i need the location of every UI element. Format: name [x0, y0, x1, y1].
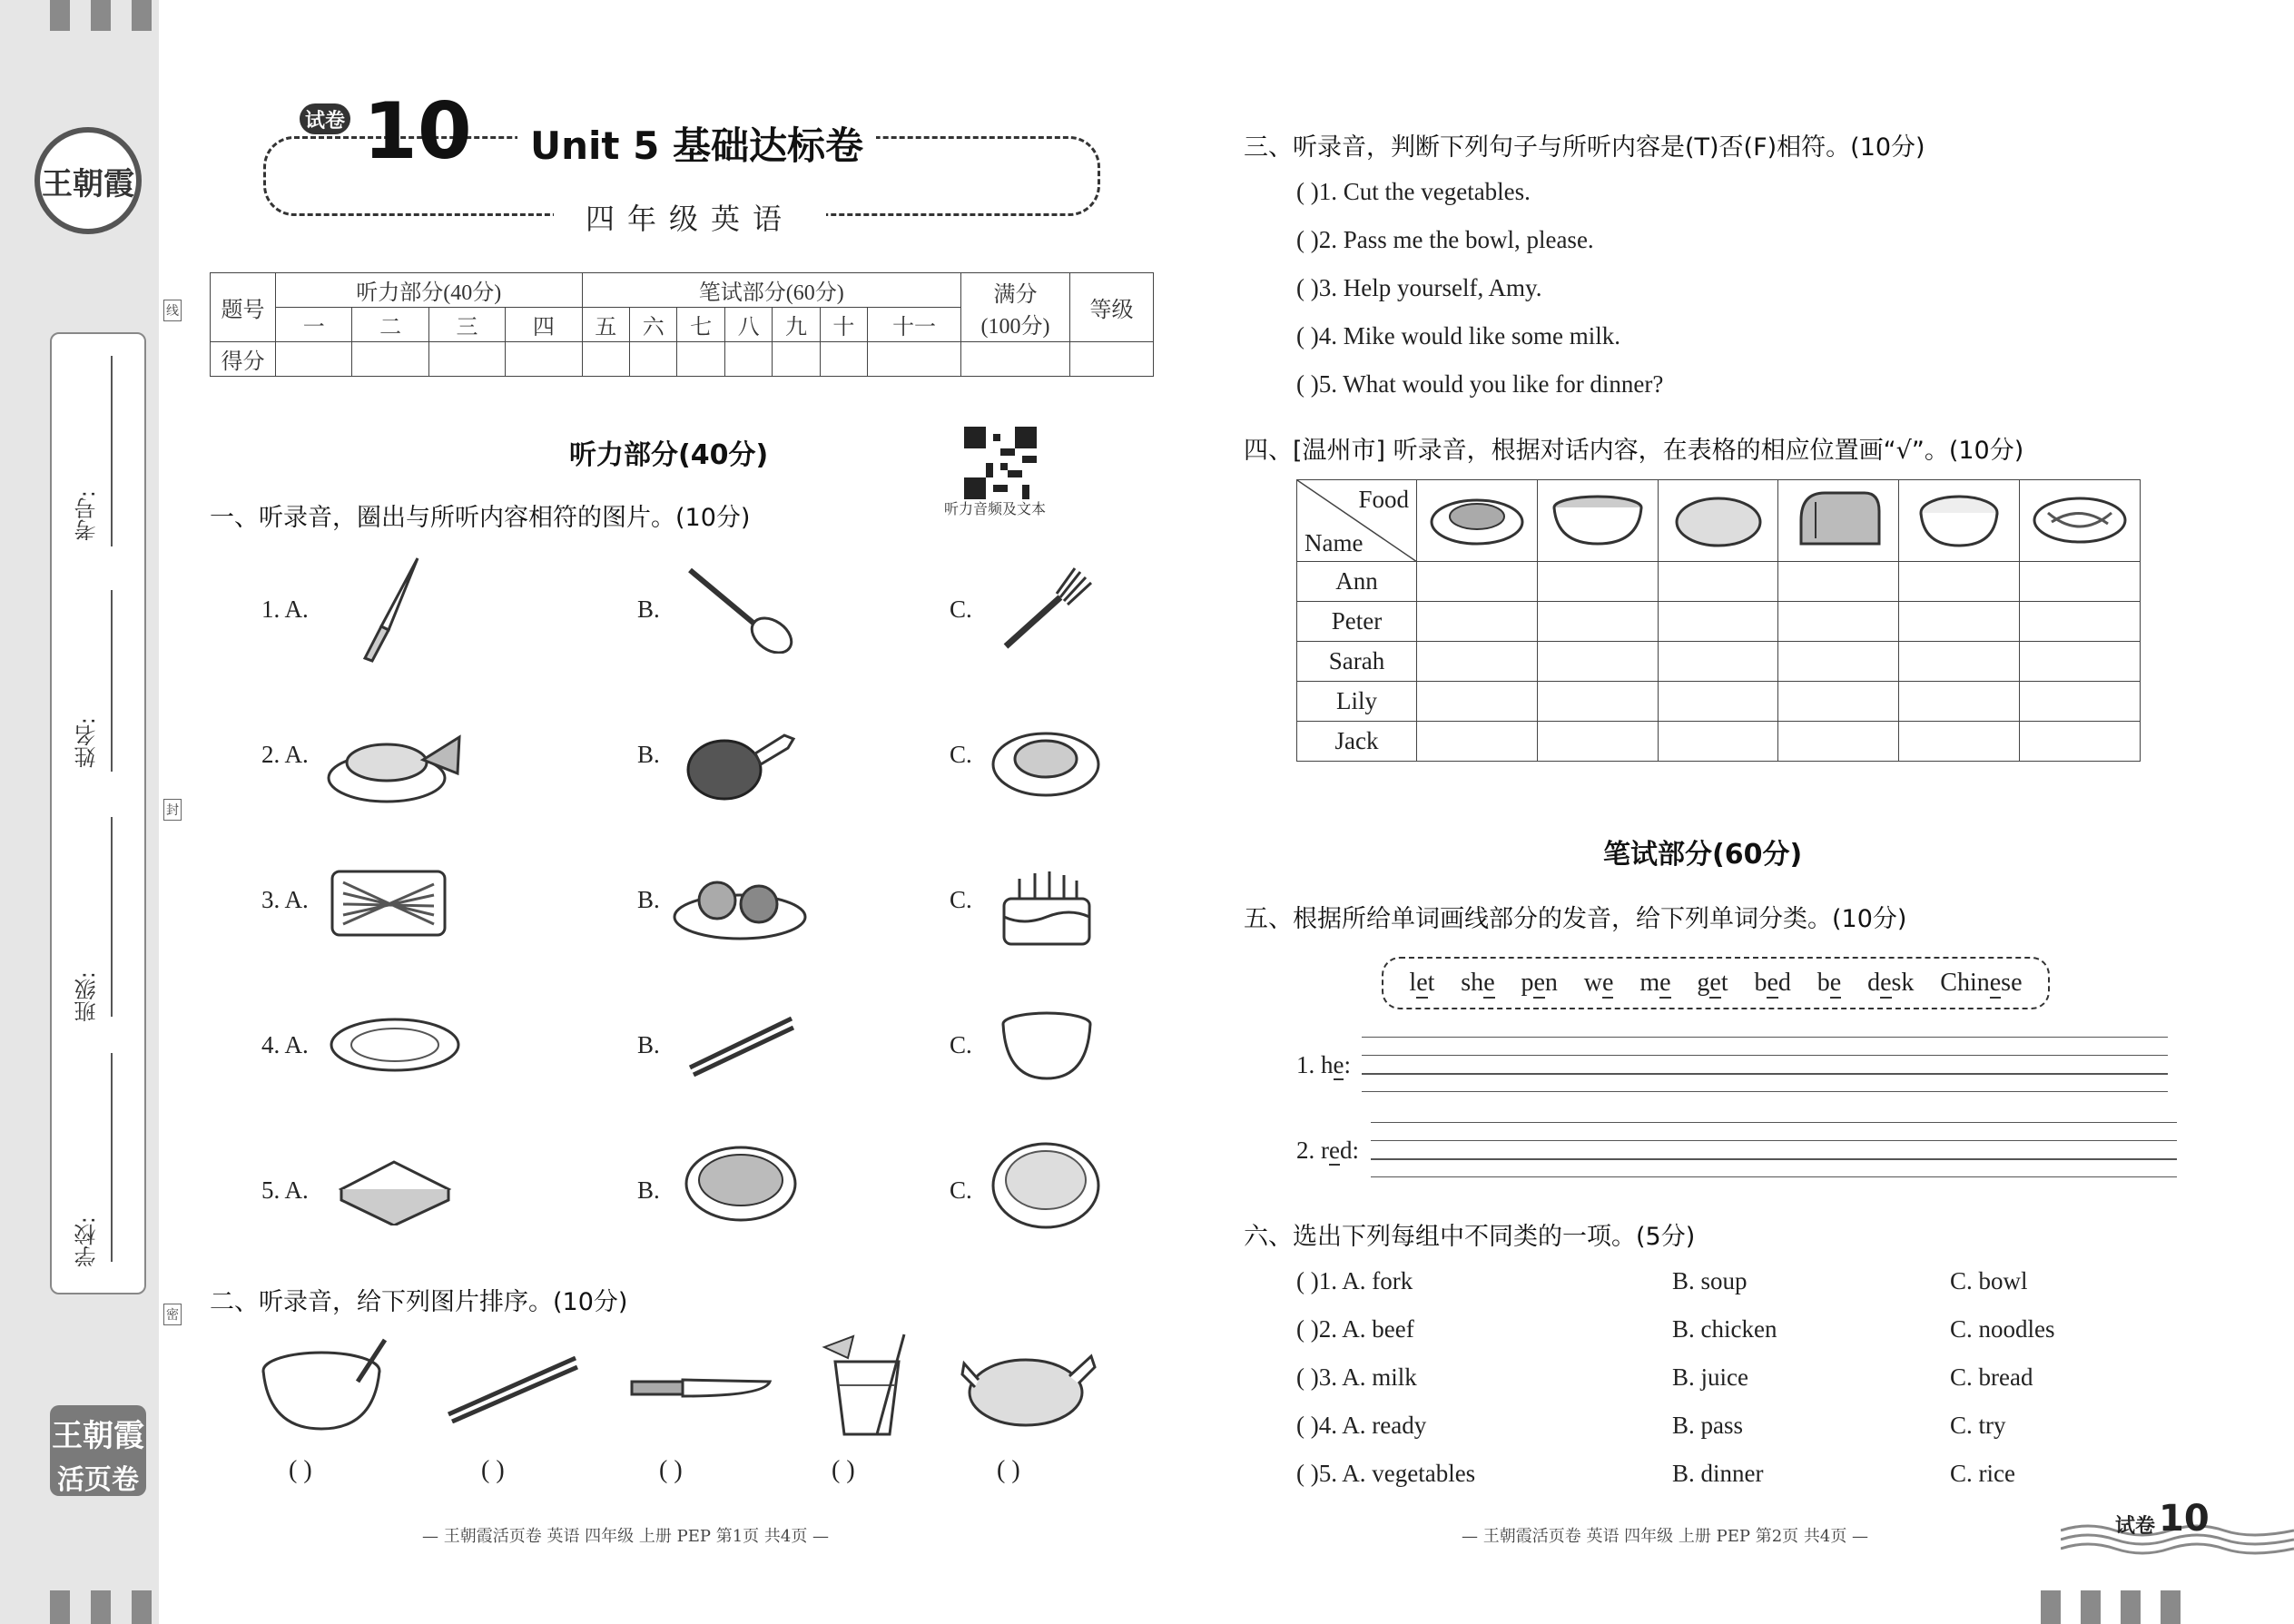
table-col-7: 七 — [677, 308, 724, 342]
writing-line — [1371, 1140, 2177, 1141]
check-cell[interactable] — [1778, 562, 1899, 602]
word-part: l — [1409, 969, 1417, 997]
check-cell[interactable] — [1658, 642, 1778, 682]
bottom-logo — [50, 1405, 146, 1496]
word-part: m — [1639, 969, 1660, 997]
student-id-line — [111, 356, 113, 546]
word-underlined-part: e — [1709, 969, 1721, 997]
writing-line — [1362, 1091, 2168, 1092]
table-col-3: 三 — [428, 308, 505, 342]
noodles-plate-icon — [2030, 486, 2130, 549]
option-label: B. — [637, 1031, 660, 1058]
check-cell[interactable] — [1899, 682, 2020, 722]
word-underlined-part: e — [1880, 969, 1892, 997]
table-header-listening: 听力部分(40分) — [276, 273, 583, 308]
check-cell[interactable] — [1899, 602, 2020, 642]
score-cell[interactable] — [820, 342, 867, 377]
odd-one-option-c: C. bread — [1950, 1363, 2033, 1391]
question-2-title: 二、听录音，给下列图片排序。(10分) — [210, 1288, 628, 1316]
publisher-logo: 王朝霞 — [34, 127, 142, 234]
tf-item-2: ( )2. Pass me the bowl, please. — [1296, 226, 1594, 253]
footer-right: — 王朝霞活页卷 英语 四年级 上册 PEP 第2页 共4页 — — [1462, 1527, 1869, 1546]
word-part: sh — [1461, 969, 1484, 997]
page-title: Unit 5 基础达标卷 — [517, 116, 876, 171]
spoon-icon[interactable] — [683, 563, 801, 654]
word-part: n — [1544, 969, 1558, 997]
odd-one-item: ( )2. A. beef — [1296, 1315, 1414, 1343]
phonics-label-post: : — [1344, 1051, 1351, 1078]
odd-one-option-c: C. bowl — [1950, 1267, 2028, 1294]
option-label: B. — [637, 595, 660, 623]
score-cell[interactable] — [868, 342, 961, 377]
score-cell[interactable] — [276, 342, 352, 377]
odd-one-option-b: B. dinner — [1672, 1460, 1764, 1487]
option-label: 4. A. — [261, 1031, 309, 1058]
option-label: C. — [950, 741, 972, 768]
word-part: sk — [1891, 969, 1915, 997]
qr-caption: 听力音频及文本 — [944, 500, 1047, 517]
check-cell[interactable] — [2020, 682, 2141, 722]
word-part: b — [1816, 969, 1830, 997]
bottom-bar-mark — [132, 1590, 152, 1624]
rice-bowl-icon — [1909, 486, 2009, 549]
full-score-value: (100分) — [980, 314, 1050, 339]
knife-icon[interactable] — [354, 554, 436, 663]
phonics-label-pre: 2. r — [1296, 1137, 1329, 1164]
table-col-6: 六 — [630, 308, 677, 342]
tf-item-3: ( )3. Help yourself, Amy. — [1296, 274, 1542, 301]
check-cell[interactable] — [1658, 682, 1778, 722]
drumstick-icon[interactable] — [683, 717, 801, 808]
check-cell[interactable] — [2020, 642, 2141, 682]
score-cell[interactable] — [961, 342, 1070, 377]
check-cell[interactable] — [1537, 562, 1658, 602]
check-cell[interactable] — [1537, 642, 1658, 682]
writing-line — [1371, 1122, 2177, 1123]
option-label: 2. A. — [261, 741, 309, 768]
phonics-word — [1409, 969, 1434, 998]
check-cell[interactable] — [1417, 682, 1538, 722]
tf-item-5: ( )5. What would you like for dinner? — [1296, 370, 1664, 398]
word-underlined-part: e — [1533, 969, 1545, 997]
check-cell[interactable] — [2020, 602, 2141, 642]
rice-bowl-icon[interactable] — [989, 1140, 1102, 1238]
writing-line — [1362, 1055, 2168, 1056]
bind-mark-seal: 封 — [163, 799, 182, 821]
table-row-score: 得分 — [211, 342, 276, 377]
word-box — [1382, 957, 2050, 1009]
phonics-label-post: d: — [1339, 1137, 1359, 1164]
check-cell[interactable] — [1417, 602, 1538, 642]
odd-one-option-b: B. soup — [1672, 1267, 1748, 1294]
bottom-bar-mark — [2161, 1590, 2181, 1624]
bind-mark-line: 线 — [163, 300, 182, 321]
food-header-cell — [2020, 480, 2141, 562]
soup-bowl-spoon-icon[interactable] — [260, 1334, 392, 1434]
full-score-label: 满分 — [993, 282, 1038, 307]
answer-paren[interactable]: ( ) — [481, 1456, 505, 1484]
odd-one-item: ( )3. A. milk — [1296, 1363, 1417, 1391]
phonics-word — [1461, 969, 1494, 998]
noodles-plate-icon[interactable] — [327, 862, 450, 944]
score-cell[interactable] — [677, 342, 724, 377]
food-header-cell — [1537, 480, 1658, 562]
question-4-title: 四、[温州市] 听录音，根据对话内容，在表格的相应位置画“√”。(10分) — [1244, 437, 2024, 465]
fork-icon[interactable] — [997, 563, 1097, 654]
check-cell[interactable] — [1537, 682, 1658, 722]
word-underlined-part: e — [1829, 969, 1842, 997]
sandwich-icon[interactable] — [334, 1153, 456, 1225]
student-info-card — [50, 332, 146, 1294]
footer-badge-number: 10 — [2159, 1498, 2210, 1540]
name-ann: Ann — [1297, 562, 1417, 602]
school-line — [111, 1053, 113, 1262]
food-header-cell — [1778, 480, 1899, 562]
option-label: C. — [950, 886, 972, 913]
fish-dish-icon — [1427, 486, 1527, 549]
name-label: 姓名: — [74, 717, 100, 769]
word-part: d — [1777, 969, 1791, 997]
check-cell[interactable] — [1778, 682, 1899, 722]
answer-paren[interactable]: ( ) — [289, 1456, 312, 1484]
word-underlined-part: e — [1767, 969, 1778, 997]
phonics-word — [1697, 969, 1728, 998]
score-cell[interactable] — [1070, 342, 1154, 377]
food-table — [1296, 479, 2141, 762]
phonics-label-pre: 1. h — [1296, 1051, 1334, 1078]
option-label: B. — [637, 886, 660, 913]
odd-one-option-b: B. juice — [1672, 1363, 1748, 1391]
word-underlined-part: e — [1416, 969, 1428, 997]
exam-number: 10 — [363, 86, 472, 177]
score-cell[interactable] — [582, 342, 629, 377]
qr-code-icon[interactable] — [964, 427, 1037, 499]
table-col-9: 九 — [773, 308, 820, 342]
word-underlined-part: e — [1602, 969, 1614, 997]
top-bar-mark — [91, 0, 111, 31]
name-label: Name — [1305, 529, 1364, 556]
phonics-word — [1867, 969, 1914, 998]
food-label: Food — [1358, 486, 1409, 513]
check-cell[interactable] — [1778, 722, 1899, 762]
odd-one-item: ( )1. A. fork — [1296, 1267, 1413, 1294]
name-line — [111, 590, 113, 772]
check-cell[interactable] — [1899, 642, 2020, 682]
check-cell[interactable] — [1537, 602, 1658, 642]
table-col-8: 八 — [724, 308, 772, 342]
roast-chicken-icon — [1669, 486, 1768, 549]
name-jack: Jack — [1297, 722, 1417, 762]
school-label: 学校: — [74, 1216, 100, 1268]
check-cell[interactable] — [1778, 642, 1899, 682]
table-header-full — [961, 273, 1070, 342]
check-cell[interactable] — [1417, 722, 1538, 762]
table-header-grade: 等级 — [1070, 273, 1154, 342]
check-cell[interactable] — [2020, 562, 2141, 602]
table-col-10: 十 — [820, 308, 867, 342]
word-underlined-part: e — [1989, 969, 2002, 997]
odd-one-option-c: C. try — [1950, 1412, 2006, 1439]
bottom-bar-mark — [91, 1590, 111, 1624]
class-line — [111, 817, 113, 1017]
phonics-label-underlined: e — [1333, 1051, 1344, 1078]
food-header-cell — [1658, 480, 1778, 562]
phonics-label-underlined: e — [1329, 1137, 1340, 1164]
check-cell[interactable] — [1658, 722, 1778, 762]
bottom-logo-brand: 王朝霞 — [52, 1418, 144, 1454]
bowl-icon[interactable] — [999, 1009, 1095, 1082]
odd-one-option-c: C. rice — [1950, 1460, 2015, 1487]
tf-item-1: ( )1. Cut the vegetables. — [1296, 178, 1531, 205]
student-id-label: 考号: — [74, 490, 100, 542]
word-underlined-part: e — [1483, 969, 1495, 997]
odd-one-option-b: B. pass — [1672, 1412, 1744, 1439]
odd-one-option-b: B. chicken — [1672, 1315, 1777, 1343]
phonics-word — [1817, 969, 1841, 998]
option-label: 3. A. — [261, 886, 309, 913]
roast-chicken-icon[interactable] — [960, 1340, 1097, 1431]
option-label: C. — [950, 1031, 972, 1058]
check-cell[interactable] — [2020, 722, 2141, 762]
soup-bowl-icon — [1548, 486, 1648, 549]
grade-subtitle: 四年级英语 — [554, 196, 826, 238]
word-part: d — [1867, 969, 1881, 997]
phonics-line-label — [1296, 1051, 1351, 1079]
score-cell[interactable] — [352, 342, 428, 377]
score-cell[interactable] — [506, 342, 582, 377]
chopsticks-icon[interactable] — [686, 1013, 795, 1077]
table-col-4: 四 — [506, 308, 582, 342]
phonics-line-label — [1296, 1137, 1359, 1165]
answer-paren[interactable]: ( ) — [659, 1456, 683, 1484]
writing-line[interactable] — [1371, 1158, 2177, 1160]
knife-icon[interactable] — [628, 1369, 773, 1405]
phonics-word — [1584, 969, 1614, 998]
check-cell[interactable] — [1899, 722, 2020, 762]
fruit-plate-icon[interactable] — [672, 864, 808, 942]
word-underlined-part: e — [1659, 969, 1671, 997]
table-col-5: 五 — [582, 308, 629, 342]
fish-dish-icon[interactable] — [323, 710, 468, 810]
food-header-cell — [1899, 480, 2020, 562]
check-cell[interactable] — [1537, 722, 1658, 762]
bread-icon — [1788, 484, 1888, 551]
name-peter: Peter — [1297, 602, 1417, 642]
chicken-plate-icon[interactable] — [989, 717, 1102, 799]
writing-line — [1371, 1176, 2177, 1177]
phonics-word — [1521, 969, 1557, 998]
word-part: t — [1720, 969, 1728, 997]
score-cell[interactable] — [630, 342, 677, 377]
score-cell[interactable] — [773, 342, 820, 377]
word-part: b — [1754, 969, 1767, 997]
word-part: se — [2001, 969, 2023, 997]
check-cell[interactable] — [1778, 602, 1899, 642]
bottom-logo-title: 活页卷 — [57, 1464, 139, 1496]
phonics-word — [1639, 969, 1670, 998]
odd-one-item: ( )5. A. vegetables — [1296, 1460, 1476, 1487]
answer-paren[interactable]: ( ) — [997, 1456, 1020, 1484]
score-cell[interactable] — [428, 342, 505, 377]
odd-one-item: ( )4. A. ready — [1296, 1412, 1427, 1439]
bottom-bar-mark — [2081, 1590, 2101, 1624]
plate-icon[interactable] — [327, 1013, 463, 1077]
writing-line — [1362, 1037, 2168, 1038]
phonics-word — [1754, 969, 1790, 998]
chopsticks-icon[interactable] — [445, 1351, 581, 1423]
score-cell[interactable] — [724, 342, 772, 377]
check-cell[interactable] — [1658, 602, 1778, 642]
table-header-number: 题号 — [211, 273, 276, 342]
question-1-title: 一、听录音，圈出与所听内容相符的图片。(10分) — [210, 504, 751, 532]
bottom-bar-mark — [2041, 1590, 2061, 1624]
table-col-1: 一 — [276, 308, 352, 342]
option-label: B. — [637, 741, 660, 768]
word-part: p — [1521, 969, 1534, 997]
question-3-title: 三、听录音，判断下列句子与所听内容是(T)否(F)相符。(10分) — [1244, 133, 1925, 162]
class-label: 班级: — [74, 971, 100, 1023]
food-header-cell — [1417, 480, 1538, 562]
word-part: w — [1583, 969, 1603, 997]
food-table-corner — [1297, 480, 1417, 562]
word-part: g — [1697, 969, 1710, 997]
score-table — [210, 272, 1154, 377]
name-sarah: Sarah — [1297, 642, 1417, 682]
answer-paren[interactable]: ( ) — [832, 1456, 855, 1484]
table-col-11: 十一 — [868, 308, 961, 342]
question-5-title: 五、根据所给单词画线部分的发音，给下列单词分类。(10分) — [1244, 905, 1907, 933]
name-lily: Lily — [1297, 682, 1417, 722]
table-col-2: 二 — [352, 308, 428, 342]
check-cell[interactable] — [1658, 562, 1778, 602]
writing-section-title: 笔试部分(60分) — [1603, 839, 1803, 871]
juice-glass-icon[interactable] — [817, 1331, 917, 1440]
top-bar-mark — [50, 0, 70, 31]
option-label: 5. A. — [261, 1176, 309, 1204]
bind-mark-secret: 密 — [163, 1304, 182, 1325]
bottom-bar-mark — [50, 1590, 70, 1624]
table-header-writing: 笔试部分(60分) — [582, 273, 960, 308]
footer-badge: 试卷 — [2115, 1515, 2156, 1538]
exam-badge: 试卷 — [300, 103, 350, 134]
birthday-cake-icon[interactable] — [997, 862, 1097, 950]
option-label: B. — [637, 1176, 660, 1204]
option-label: C. — [950, 595, 972, 623]
soup-bowl-icon[interactable] — [679, 1140, 802, 1240]
check-cell[interactable] — [1899, 562, 2020, 602]
option-label: C. — [950, 1176, 972, 1204]
check-cell[interactable] — [1417, 642, 1538, 682]
top-bar-mark — [132, 0, 152, 31]
odd-one-option-c: C. noodles — [1950, 1315, 2055, 1343]
option-label: 1. A. — [261, 595, 309, 623]
tf-item-4: ( )4. Mike would like some milk. — [1296, 322, 1620, 349]
question-6-title: 六、选出下列每组中不同类的一项。(5分) — [1244, 1223, 1696, 1251]
bottom-bar-mark — [2121, 1590, 2141, 1624]
word-part: Chin — [1940, 969, 1990, 997]
phonics-word — [1940, 969, 2022, 998]
word-part: t — [1427, 969, 1435, 997]
check-cell[interactable] — [1417, 562, 1538, 602]
listening-section-title: 听力部分(40分) — [569, 439, 769, 471]
writing-line[interactable] — [1362, 1073, 2168, 1075]
footer-left: — 王朝霞活页卷 英语 四年级 上册 PEP 第1页 共4页 — — [422, 1527, 830, 1546]
